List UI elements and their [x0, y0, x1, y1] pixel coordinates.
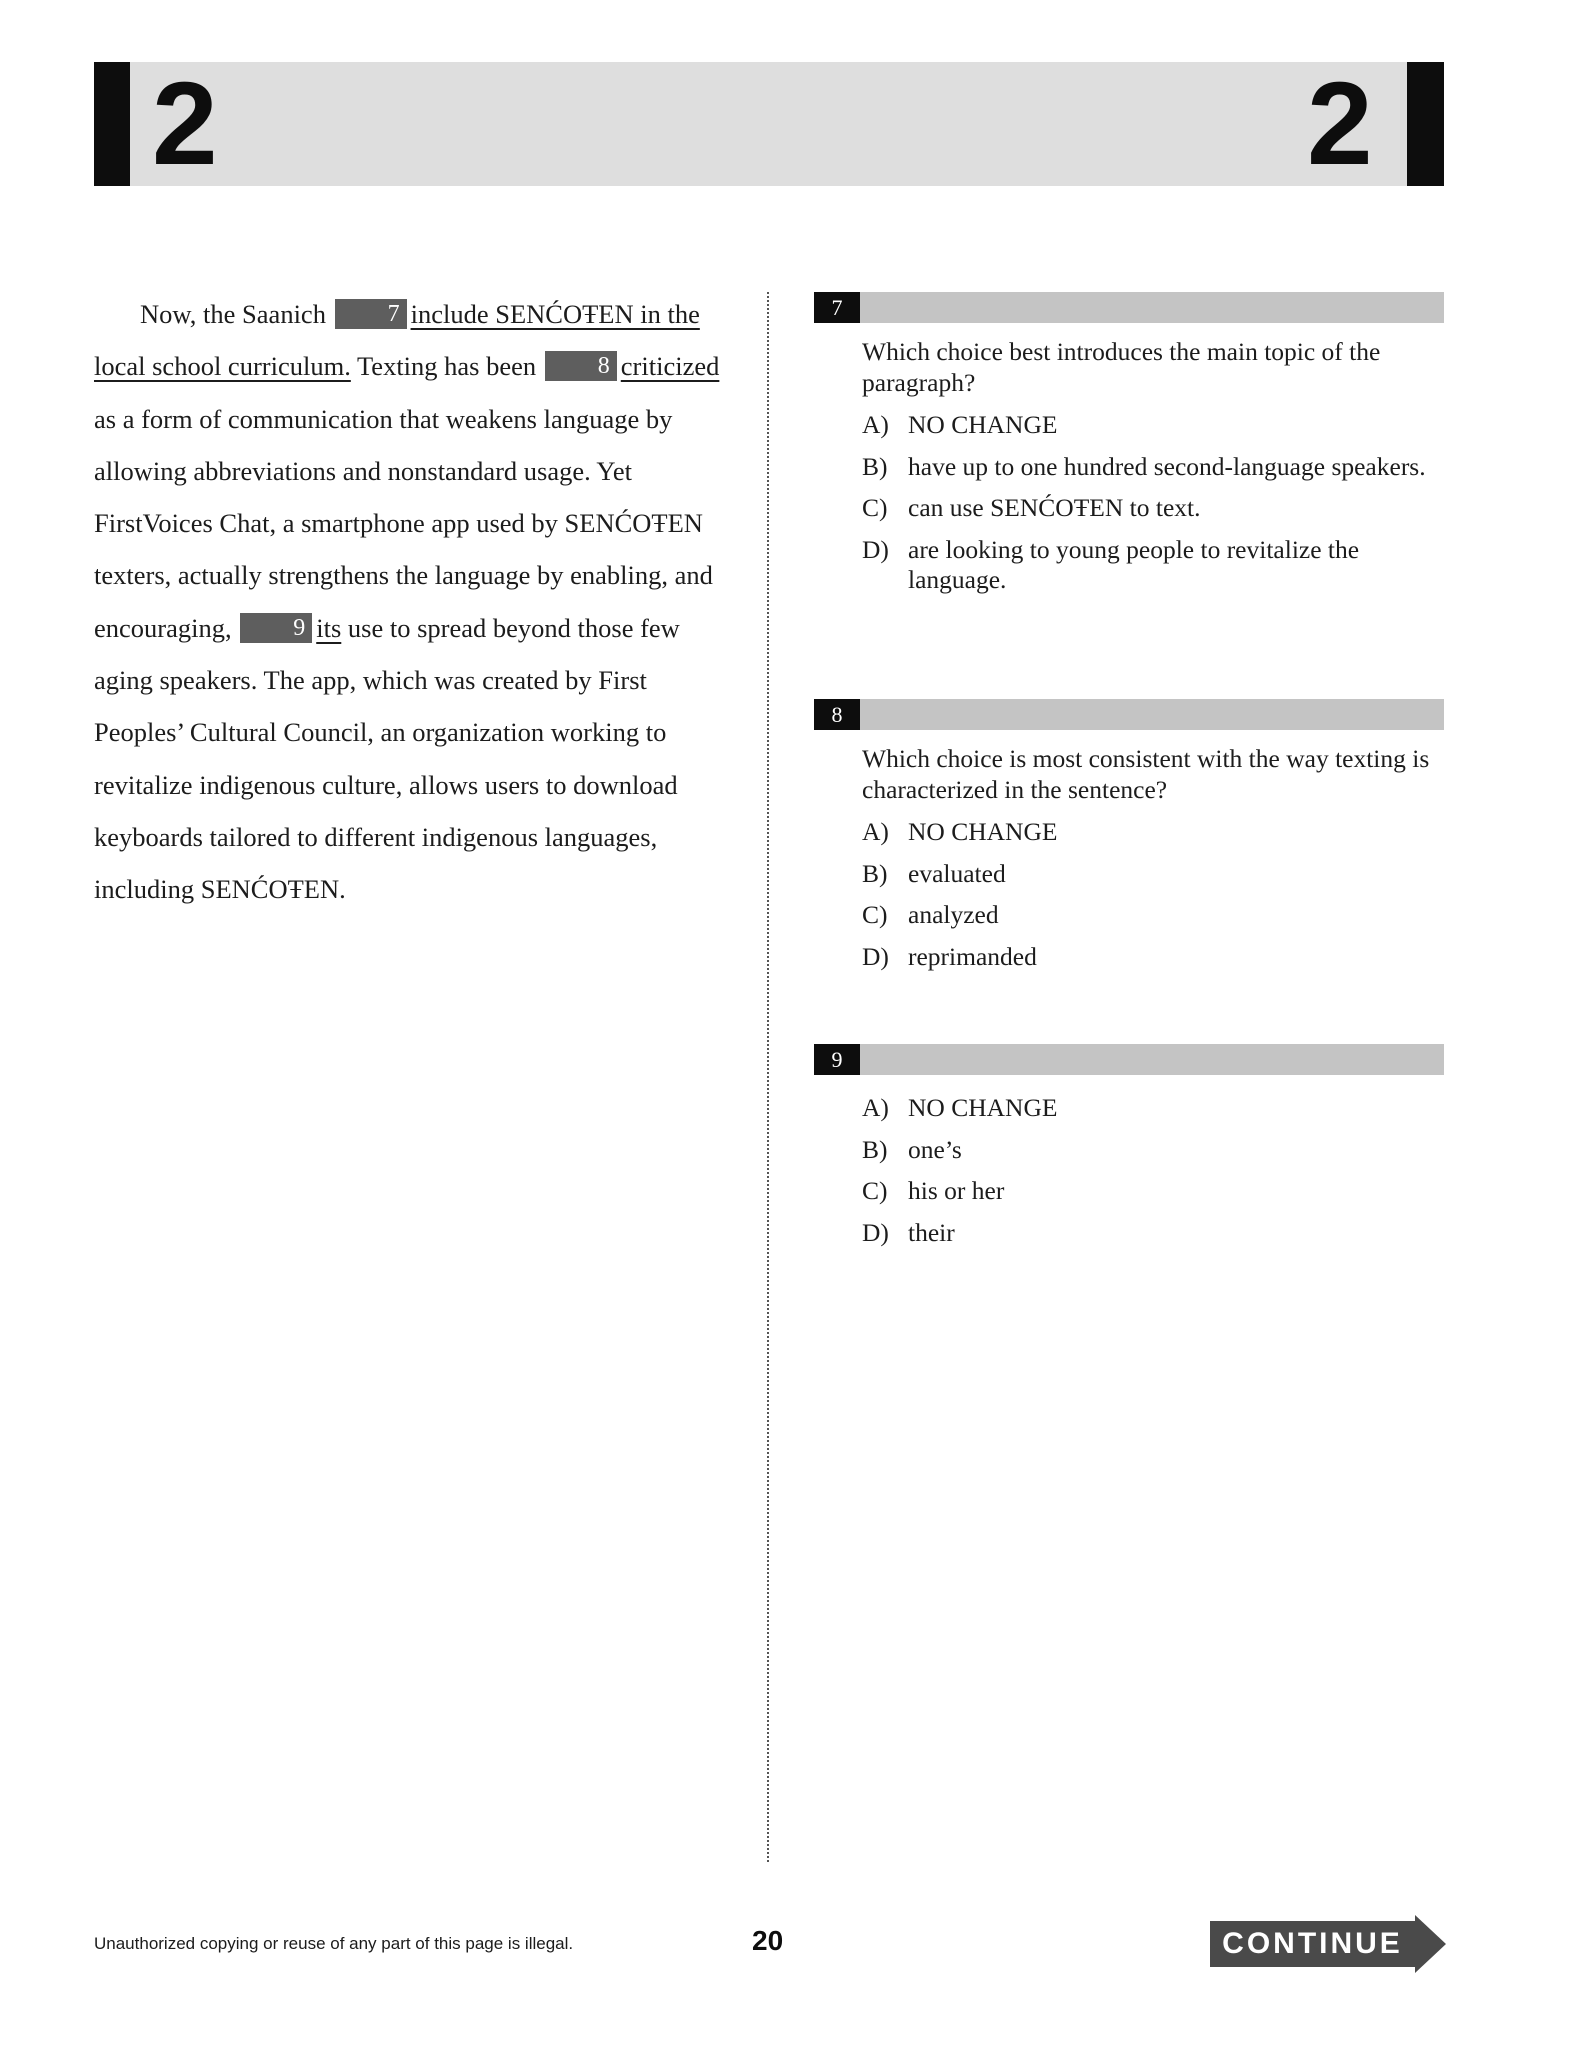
choice-text: analyzed: [908, 900, 999, 929]
underlined-passage-text: criticized: [620, 351, 720, 382]
choice-text: NO CHANGE: [908, 1093, 1058, 1122]
reading-passage: [94, 288, 734, 916]
choice-c[interactable]: [862, 1176, 1444, 1207]
question-stem: Which choice is most consistent with the way texting is characterized in the sentence?: [862, 744, 1430, 804]
underlined-passage-text: its: [316, 612, 342, 643]
choice-letter: A): [862, 817, 889, 846]
choice-letter: D): [862, 534, 889, 564]
choice-c[interactable]: [862, 900, 1444, 931]
choice-text: evaluated: [908, 858, 1006, 888]
passage-paragraph: [94, 288, 734, 916]
choice-text: their: [908, 1217, 955, 1247]
page-number: 20: [752, 1925, 784, 1956]
choice-text: his or her: [908, 1176, 1005, 1205]
choice-text: reprimanded: [908, 941, 1037, 971]
question-header-bar: [814, 292, 1444, 323]
choice-letter: B): [862, 451, 888, 481]
choice-b[interactable]: [862, 859, 1444, 890]
choice-c[interactable]: [862, 493, 1444, 524]
choice-text: one’s: [908, 1134, 962, 1164]
choice-text: NO CHANGE: [908, 817, 1058, 846]
choice-a[interactable]: [862, 817, 1444, 848]
underlined-passage-text: include SENĆOŦEN in the local school curriculum.: [94, 299, 700, 382]
answer-choices: [862, 410, 1444, 596]
choice-text: can use SENĆOŦEN to text.: [908, 493, 1201, 522]
choice-letter: B): [862, 858, 888, 888]
question-number: 7: [814, 292, 860, 323]
choice-d[interactable]: [862, 1218, 1444, 1249]
copyright-notice: Unauthorized copying or reuse of any part of this page is illegal.: [94, 1934, 574, 1953]
choice-d[interactable]: [862, 942, 1444, 973]
continue-label: CONTINUE: [1222, 1927, 1403, 1960]
passage-text: as a form of communication that weakens language by allowing abbreviations and nonstandard usage. Yet FirstVoices Chat, a smartphone app used by SENĆOŦEN texters, actually strengthens the language by enabling, and encouraging,: [94, 403, 713, 643]
choice-b[interactable]: [862, 452, 1444, 483]
choice-a[interactable]: [862, 410, 1444, 441]
choice-letter: C): [862, 900, 888, 929]
choice-text: NO CHANGE: [908, 410, 1058, 439]
choice-text: have up to one hundred second-language speakers.: [908, 451, 1426, 481]
choice-b[interactable]: [862, 1135, 1444, 1166]
answer-choices: [862, 1093, 1444, 1248]
question-stem: Which choice best introduces the main topic of the paragraph?: [862, 337, 1381, 397]
choice-letter: D): [862, 941, 889, 971]
header-bar-right: [1407, 62, 1444, 186]
question-marker-7[interactable]: 7: [335, 299, 407, 329]
choice-letter: A): [862, 410, 889, 439]
question-marker-8[interactable]: 8: [545, 351, 617, 381]
question-9: [814, 1044, 1444, 1259]
choice-letter: D): [862, 1217, 889, 1247]
choice-letter: A): [862, 1093, 889, 1122]
question-7: [814, 292, 1444, 607]
question-header-bar: [814, 1044, 1444, 1075]
answer-choices: [862, 817, 1444, 972]
choice-letter: C): [862, 1176, 888, 1205]
choice-text: are looking to young people to revitalize the language.: [908, 534, 1360, 594]
passage-text: Now, the Saanich: [140, 299, 333, 329]
passage-text: Texting has been: [350, 351, 543, 382]
choice-a[interactable]: [862, 1093, 1444, 1124]
passage-text: use to spread beyond those few aging speakers. The app, which was created by First Peoples’ Cultural Council, an organization working to revitalize indigenous culture, allows users to download keyboards tailored to different indigenous languages, including SENĆOŦEN.: [94, 612, 680, 905]
question-number: 8: [814, 699, 860, 730]
section-number-left: 2: [152, 58, 218, 190]
column-divider: [767, 292, 769, 1862]
choice-letter: B): [862, 1134, 888, 1164]
header-bar-left: [94, 62, 130, 186]
question-number: 9: [814, 1044, 860, 1075]
section-number-right: 2: [1307, 58, 1373, 190]
question-marker-9[interactable]: 9: [240, 613, 312, 643]
choice-d[interactable]: [862, 535, 1444, 596]
section-header-band: [94, 58, 1444, 190]
choice-letter: C): [862, 493, 888, 522]
question-header-bar: [814, 699, 1444, 730]
question-8: [814, 699, 1444, 983]
continue-button[interactable]: [1210, 1915, 1446, 1973]
